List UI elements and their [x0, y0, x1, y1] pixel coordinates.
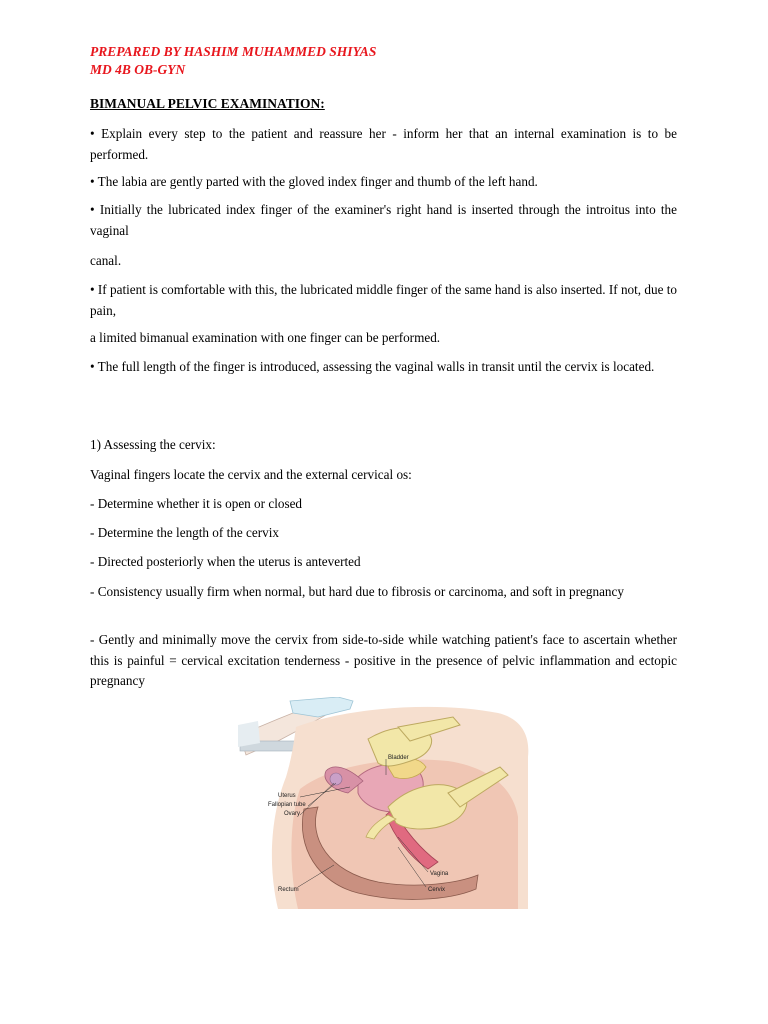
paragraph: • The full length of the finger is introduced, assessing the vaginal walls in transit until the cervix is located. — [90, 359, 655, 374]
course-line: MD 4B OB-GYN — [90, 62, 186, 77]
list-item: - Determine whether it is open or closed — [90, 496, 303, 511]
list-item: - Determine the length of the cervix — [90, 525, 279, 540]
list-item: - Consistency usually firm when normal, but hard due to fibrosis or carcinoma, and soft in pregnancy — [90, 584, 624, 599]
list-item: - Directed posteriorly when the uterus is anteverted — [90, 554, 361, 569]
pelvic-exam-illustration — [238, 697, 530, 909]
section-title: BIMANUAL PELVIC EXAMINATION: — [90, 96, 325, 111]
label-vagina: Vagina — [430, 871, 449, 877]
paragraph: canal. — [90, 253, 122, 268]
label-cervix: Cervix — [428, 887, 446, 893]
label-bladder: Bladder — [388, 755, 409, 761]
label-uterus: Uterus — [278, 793, 296, 799]
paragraph: a limited bimanual examination with one finger can be performed. — [90, 330, 441, 345]
paragraph: Vaginal fingers locate the cervix and the external cervical os: — [90, 467, 412, 482]
paragraph: • The labia are gently parted with the gloved index finger and thumb of the left hand. — [90, 174, 538, 189]
paragraph: • Explain every step to the patient and reassure her - inform her that an internal examination is to be performed. — [90, 126, 677, 162]
list-item: - Gently and minimally move the cervix from side-to-side while watching patient's face to ascertain whether this is painful = cervical excitation tenderness - positive in the presence of pelvic inflammation and ectopic pregnancy — [90, 632, 677, 688]
subsection-heading: 1) Assessing the cervix: — [90, 437, 216, 452]
label-fallopian-tube: Fallopian tube — [268, 802, 306, 808]
label-rectum: Rectum — [278, 887, 299, 893]
paragraph: • Initially the lubricated index finger of the examiner's right hand is inserted through the introitus into the vaginal — [90, 202, 677, 238]
paragraph: • If patient is comfortable with this, the lubricated middle finger of the same hand is also inserted. If not, due to pain, — [90, 282, 677, 318]
label-ovary: Ovary — [284, 811, 301, 817]
author-line: PREPARED BY HASHIM MUHAMMED SHIYAS — [90, 44, 377, 59]
